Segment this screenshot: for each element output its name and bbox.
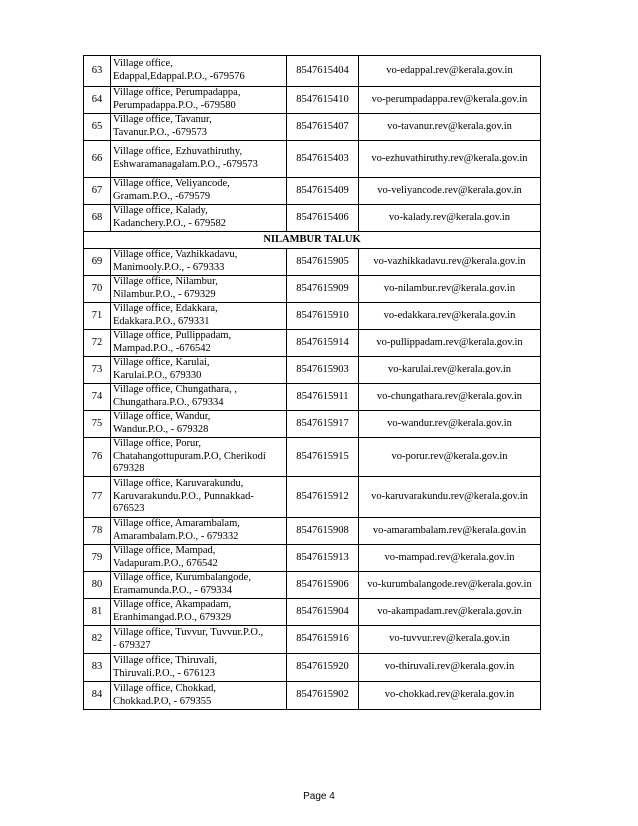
address-line: Village office, Ezhuvathiruthy, [113,146,243,158]
email-address: vo-veliyancode.rev@kerala.gov.in [359,178,541,205]
page-footer [0,791,638,802]
address-line: Village office, Chokkad, [113,682,216,694]
address-line: Kadanchery.P.O., - 679582 [113,218,227,229]
email-address: vo-akampadam.rev@kerala.gov.in [359,599,541,626]
serial-number: 76 [84,438,111,477]
email-address: vo-pullippadam.rev@kerala.gov.in [359,330,541,357]
address-line: Thiruvali.P.O., - 676123 [113,667,216,679]
address-line: Village office, Kurumbalangode, [113,572,251,584]
phone-number: 8547615407 [287,114,359,141]
address-line: Nilambur.P.O., - 679329 [113,289,216,300]
address-line: - 679327 [113,639,151,651]
table-row [84,56,541,87]
address-line: Village office, Veliyancode, [113,178,230,190]
address-line: Wandur.P.O., - 679328 [113,424,209,435]
email-address: vo-kurumbalangode.rev@kerala.gov.in [359,572,541,599]
table-row [84,384,541,411]
address-line: Tavanur.P.O., -679573 [113,127,208,138]
section-row [84,232,541,249]
office-address [111,249,287,276]
village-office-table [83,55,541,710]
address-line: Gramam.P.O., -679579 [113,191,211,202]
serial-number: 64 [84,87,111,114]
address-line: Mampad.P.O., -676542 [113,343,211,354]
phone-number: 8547615910 [287,303,359,330]
table-row [84,114,541,141]
email-address: vo-vazhikkadavu.rev@kerala.gov.in [359,249,541,276]
email-address: vo-tavanur.rev@kerala.gov.in [359,114,541,141]
serial-number: 66 [84,141,111,178]
address-line: Village office, Porur, [113,438,201,450]
phone-number: 8547615906 [287,572,359,599]
table-row [84,411,541,438]
address-line: Village office, Mampad, [113,545,216,557]
email-address: vo-wandur.rev@kerala.gov.in [359,411,541,438]
table-row [84,654,541,682]
serial-number: 65 [84,114,111,141]
table-row [84,276,541,303]
table-row [84,545,541,572]
serial-number: 80 [84,572,111,599]
phone-number: 8547615404 [287,56,359,87]
phone-number: 8547615902 [287,682,359,710]
serial-number: 72 [84,330,111,357]
table-row [84,518,541,545]
table-row [84,682,541,710]
office-address [111,654,287,682]
serial-number: 84 [84,682,111,710]
serial-number: 77 [84,477,111,518]
address-line: Eranhimangad.P.O., 679329 [113,612,232,623]
address-line: Village office, Thiruvali, [113,654,217,666]
address-line: Eramamunda.P.O., - 679334 [113,585,232,596]
address-line: Edappal,Edappal.P.O., -679576 [113,71,245,82]
page-number: Page 4 [303,791,335,802]
phone-number: 8547615912 [287,477,359,518]
address-line: Village office, Karuvarakundu, [113,478,244,490]
email-address: vo-chungathara.rev@kerala.gov.in [359,384,541,411]
address-line: Chatahangottupuram.P.O, Cherikodi [113,450,266,462]
table-row [84,205,541,232]
address-line: Eshwaramanagalam.P.O., -679573 [113,159,258,170]
email-address: vo-kalady.rev@kerala.gov.in [359,205,541,232]
serial-number: 83 [84,654,111,682]
address-line: Village office, Karulai, [113,357,210,369]
address-line: Chokkad.P.O, - 679355 [113,695,212,707]
address-line: Village office, Amarambalam, [113,518,240,530]
phone-number: 8547615913 [287,545,359,572]
email-address: vo-thiruvali.rev@kerala.gov.in [359,654,541,682]
phone-number: 8547615905 [287,249,359,276]
phone-number: 8547615920 [287,654,359,682]
office-address [111,56,287,87]
office-address [111,303,287,330]
address-line: Village office, Tuvvur, Tuvvur.P.O., [113,626,264,638]
table-row [84,477,541,518]
address-line: Amarambalam.P.O., - 679332 [113,531,239,542]
address-line: Village office, Tavanur, [113,114,212,126]
phone-number: 8547615909 [287,276,359,303]
address-line: Karulai.P.O., 679330 [113,370,202,381]
phone-number: 8547615904 [287,599,359,626]
office-address [111,572,287,599]
office-address [111,599,287,626]
phone-number: 8547615410 [287,87,359,114]
email-address: vo-porur.rev@kerala.gov.in [359,438,541,477]
table-row [84,330,541,357]
office-address [111,682,287,710]
phone-number: 8547615917 [287,411,359,438]
serial-number: 81 [84,599,111,626]
serial-number: 71 [84,303,111,330]
office-address [111,545,287,572]
table-body-nilambur [84,249,541,710]
address-line: Village office, Wandur, [113,411,211,423]
phone-number: 8547615403 [287,141,359,178]
address-line: Village office, Akampadam, [113,599,232,611]
serial-number: 74 [84,384,111,411]
taluk-heading-row [84,232,541,249]
serial-number: 82 [84,626,111,654]
office-address [111,411,287,438]
office-address [111,114,287,141]
office-address [111,205,287,232]
office-address [111,178,287,205]
office-address [111,438,287,477]
serial-number: 73 [84,357,111,384]
office-address [111,518,287,545]
table-row [84,626,541,654]
email-address: vo-chokkad.rev@kerala.gov.in [359,682,541,710]
office-address [111,384,287,411]
phone-number: 8547615409 [287,178,359,205]
office-address [111,276,287,303]
office-address [111,141,287,178]
table-row [84,141,541,178]
serial-number: 79 [84,545,111,572]
email-address: vo-mampad.rev@kerala.gov.in [359,545,541,572]
office-address [111,357,287,384]
table-row [84,249,541,276]
address-line: Chungathara.P.O., 679334 [113,397,224,408]
serial-number: 78 [84,518,111,545]
email-address: vo-edakkara.rev@kerala.gov.in [359,303,541,330]
address-line: Village office, Pullippadam, [113,330,232,342]
phone-number: 8547615915 [287,438,359,477]
office-address [111,87,287,114]
phone-number: 8547615911 [287,384,359,411]
serial-number: 75 [84,411,111,438]
address-line: Village office, Nilambur, [113,276,218,288]
address-line: Village office, [113,58,173,70]
email-address: vo-karuvarakundu.rev@kerala.gov.in [359,477,541,518]
address-line: Village office, Perumpadappa, [113,87,241,99]
address-line: 676523 [113,503,145,515]
address-line: Vadapuram.P.O., 676542 [113,558,218,569]
table-row [84,178,541,205]
phone-number: 8547615914 [287,330,359,357]
office-address [111,477,287,518]
address-line: 679328 [113,463,145,475]
email-address: vo-nilambur.rev@kerala.gov.in [359,276,541,303]
serial-number: 63 [84,56,111,87]
email-address: vo-tuvvur.rev@kerala.gov.in [359,626,541,654]
taluk-heading: NILAMBUR TALUK [84,232,541,249]
phone-number: 8547615903 [287,357,359,384]
email-address: vo-perumpadappa.rev@kerala.gov.in [359,87,541,114]
table-body-ponnani [84,56,541,232]
table-row [84,438,541,477]
email-address: vo-amarambalam.rev@kerala.gov.in [359,518,541,545]
serial-number: 67 [84,178,111,205]
address-line: Village office, Edakkara, [113,303,218,315]
phone-number: 8547615406 [287,205,359,232]
address-line: Manimooly.P.O., - 679333 [113,262,225,273]
address-line: Karuvarakundu.P.O., Punnakkad- [113,490,254,502]
table-row [84,572,541,599]
serial-number: 68 [84,205,111,232]
table-row [84,303,541,330]
office-address [111,330,287,357]
phone-number: 8547615916 [287,626,359,654]
phone-number: 8547615908 [287,518,359,545]
table-row [84,357,541,384]
serial-number: 70 [84,276,111,303]
address-line: Village office, Kalady, [113,205,208,217]
email-address: vo-karulai.rev@kerala.gov.in [359,357,541,384]
serial-number: 69 [84,249,111,276]
address-line: Perumpadappa.P.O., -679580 [113,100,236,111]
email-address: vo-edappal.rev@kerala.gov.in [359,56,541,87]
address-line: Village office, Chungathara, , [113,384,237,396]
email-address: vo-ezhuvathiruthy.rev@kerala.gov.in [359,141,541,178]
address-line: Village office, Vazhikkadavu, [113,249,238,261]
address-line: Edakkara.P.O., 679331 [113,316,210,327]
table-row [84,599,541,626]
table-row [84,87,541,114]
office-address [111,626,287,654]
